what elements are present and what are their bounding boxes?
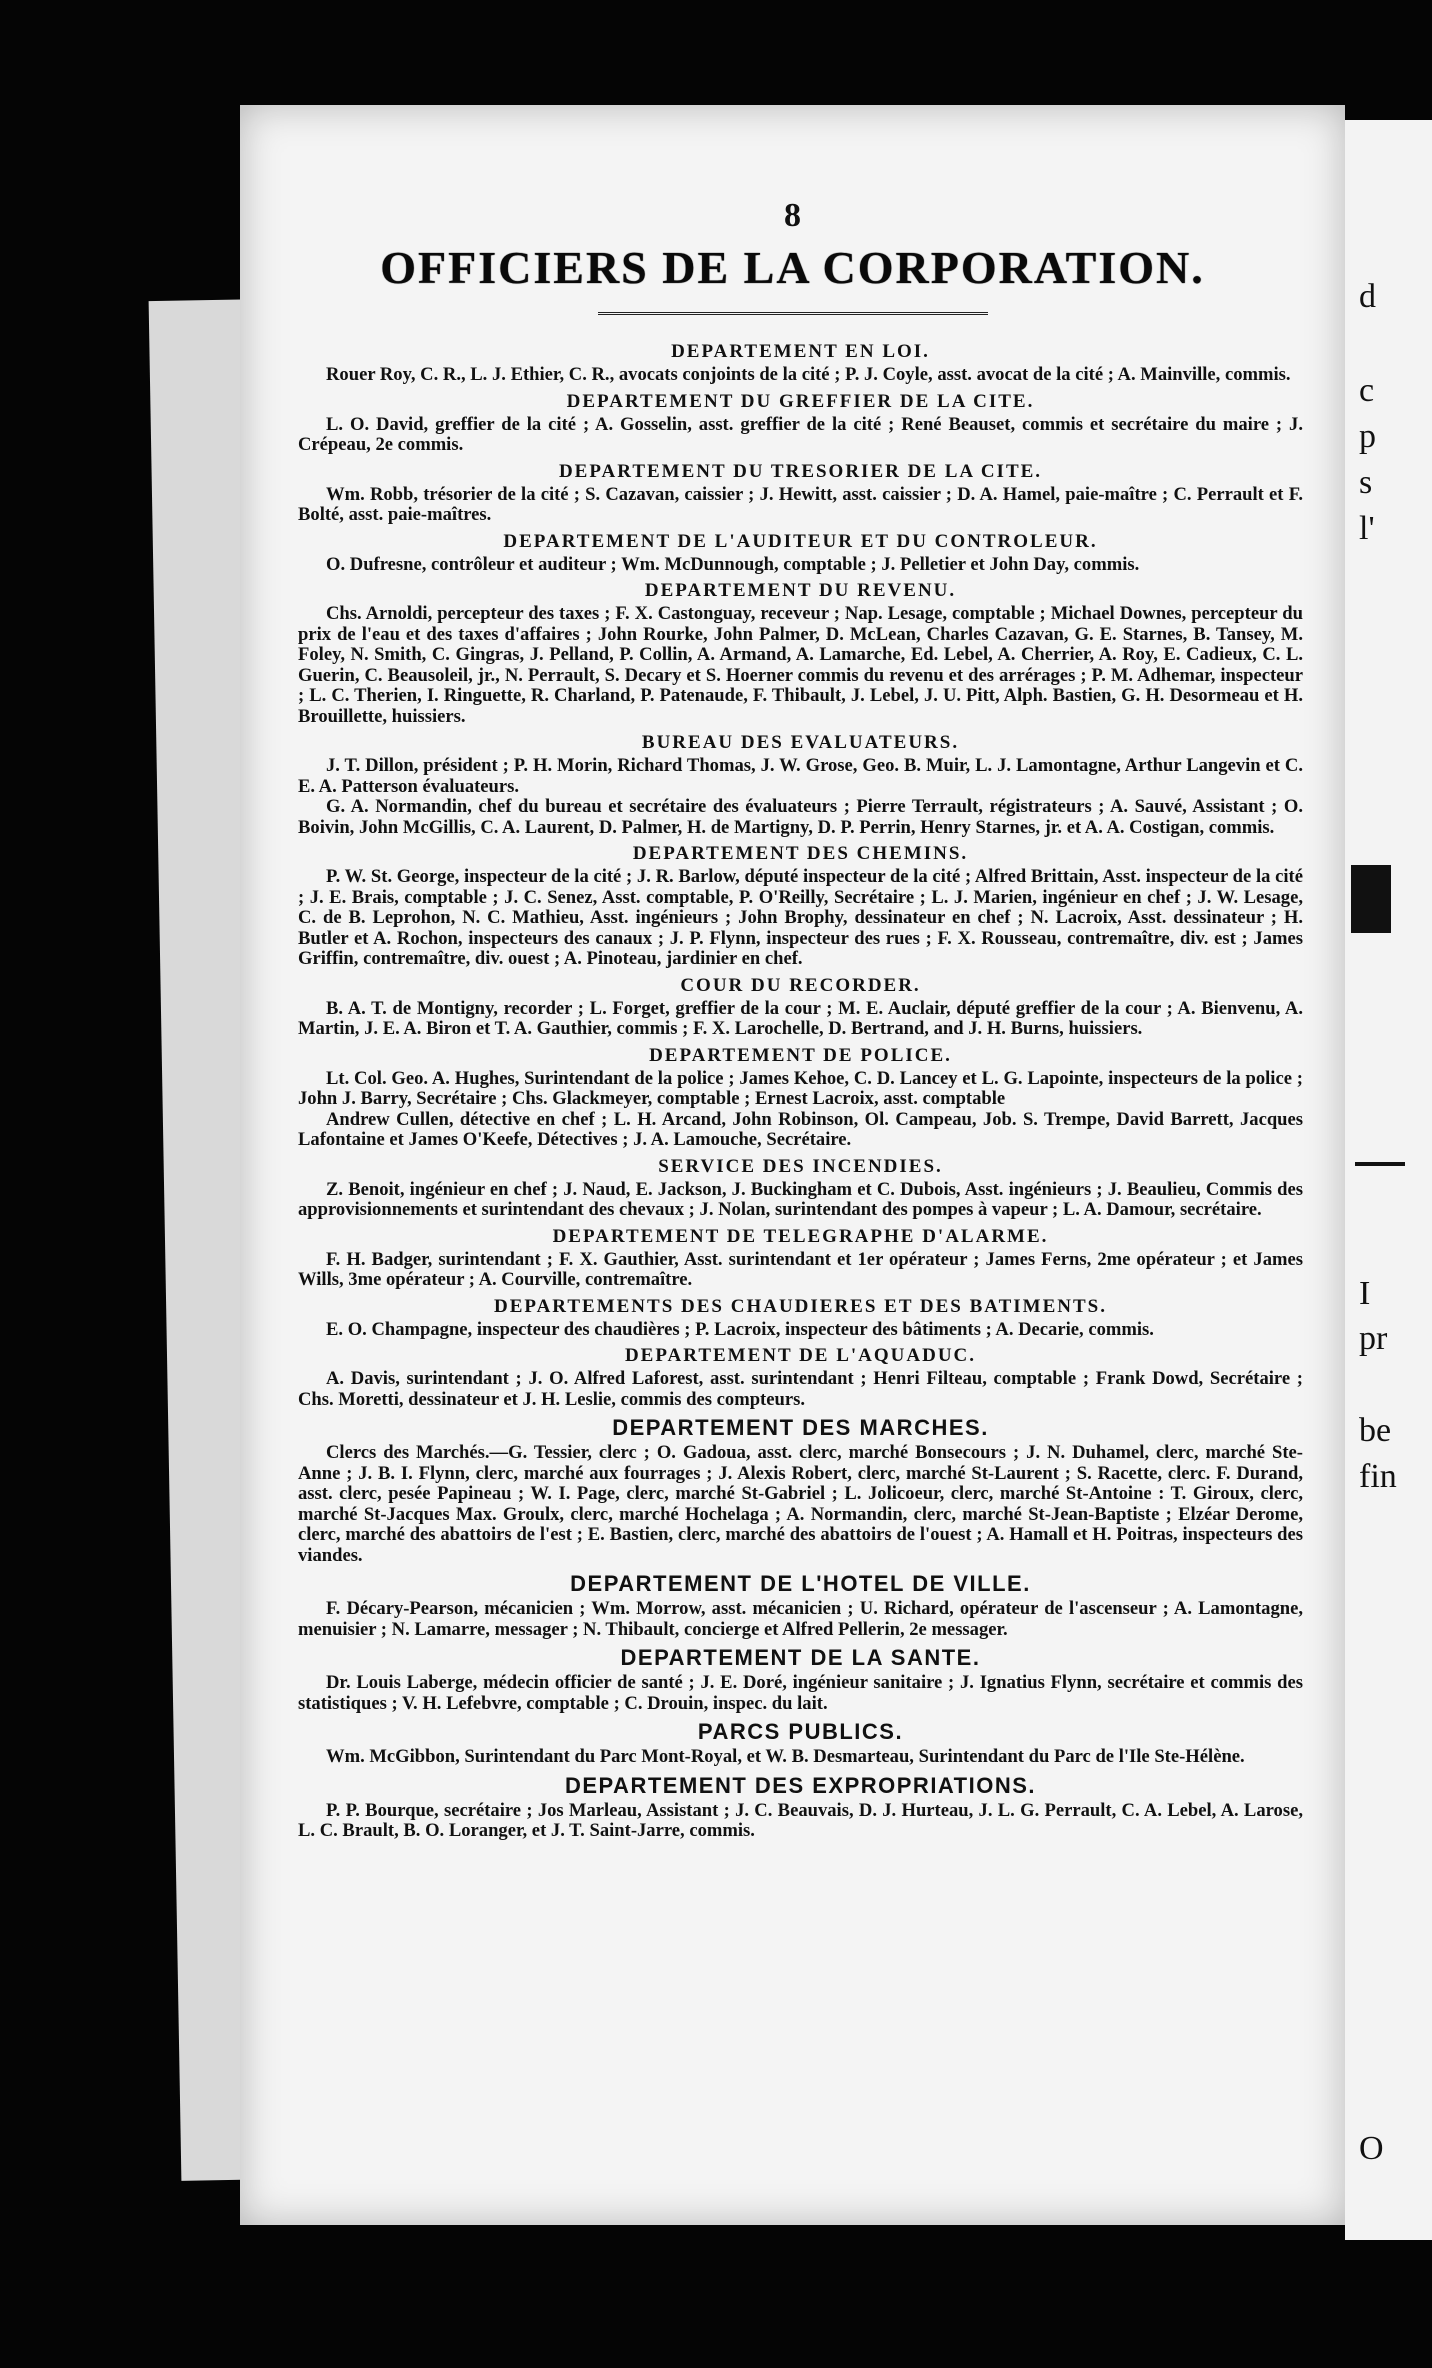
- department-staff-text: B. A. T. de Montigny, recorder ; L. Forget, greffier de la cour ; M. E. Auclair, député greffier de la cour ; A. Bienvenu, A. Martin, J. E. A. Biron et T. A. Gauthier, commis ; F. X. Larochelle, D. Bertrand, and J. H. Burns, huissiers.: [298, 997, 1303, 1039]
- adjacent-page-fragment: I: [1359, 1275, 1371, 1312]
- adjacent-page-fragment: d: [1359, 278, 1376, 315]
- department-staff-text: J. T. Dillon, président ; P. H. Morin, Richard Thomas, J. W. Grose, Geo. B. Muir, L. J. Lamontagne, Arthur Langevin et C. E. A. Patterson évaluateurs.: [298, 755, 1303, 797]
- department-staff-text: E. O. Champagne, inspecteur des chaudières ; P. Lacroix, inspecteur des bâtiments ; A. Decarie, commis.: [326, 1318, 1154, 1340]
- department-heading: DEPARTEMENT EN LOI.: [671, 341, 930, 362]
- department-section: [298, 580, 1303, 727]
- department-staff-text: Andrew Cullen, détective en chef ; L. H. Arcand, John Robinson, Ol. Campeau, Job. S. Trempe, David Barrett, Jacques Lafontaine et James O'Keefe, Détectives ; J. A. Lamouche, Secrétaire.: [298, 1108, 1303, 1150]
- department-staff-text: Lt. Col. Geo. A. Hughes, Surintendant de la police ; James Kehoe, C. D. Lancey et L. G. Lapointe, inspecteurs de la police ; John J. Barry, Secrétaire ; Chs. Glackmeyer, comptable ; Ernest Lacroix, asst. comptable: [298, 1067, 1303, 1109]
- department-section: [298, 1296, 1303, 1341]
- department-staff-text: O. Dufresne, contrôleur et auditeur ; Wm. McDunnough, comptable ; J. Pelletier et John Day, commis.: [326, 553, 1140, 575]
- department-staff-text: Chs. Arnoldi, percepteur des taxes ; F. X. Castonguay, receveur ; Nap. Lesage, comptable ; Michael Downes, percepteur du prix de l'eau et des taxes d'affaires ; John Rourke, John Palmer, D. McLean, Charles Cazavan, G. E. Starnes, B. Tansey, M. Foley, N. Smith, C. Gingras, J. Pelland, P. Collin, A. Armand, A. Lamarche, Ed. Lebel, A. Cherrier, A. Roy, E. Cadieux, C. L. Guerin, C. Beausoleil, jr., N. Perrault, S. Decary et S. Hoerner commis du revenu et des arrérages ; P. M. Adhemar, inspecteur ; L. C. Therien, I. Ringuette, R. Charland, P. Patenaude, F. Thibault, J. Lebel, J. U. Pitt, Alph. Bastien, G. H. Desormeau et H. Brouillette, huissiers.: [298, 603, 1303, 727]
- department-section: [298, 1045, 1303, 1151]
- department-section: [298, 1645, 1303, 1714]
- department-section: [298, 1773, 1303, 1842]
- department-heading: DEPARTEMENT DU REVENU.: [644, 580, 957, 601]
- department-heading: DEPARTEMENT DE POLICE.: [649, 1044, 952, 1066]
- department-heading: DEPARTEMENT DE LA SANTE.: [620, 1645, 981, 1670]
- department-heading: COUR DU RECORDER.: [680, 974, 921, 996]
- department-staff-text: Dr. Louis Laberge, médecin officier de santé ; J. E. Doré, ingénieur sanitaire ; J. Ignatius Flynn, secrétaire et commis des statistiques ; V. H. Lefebvre, comptable ; C. Drouin, inspec. du lait.: [298, 1672, 1303, 1714]
- department-heading: DEPARTEMENT DE L'AQUADUC.: [624, 1345, 977, 1366]
- department-staff-text: Wm. McGibbon, Surintendant du Parc Mont-Royal, et W. B. Desmarteau, Surintendant du Parc de l'Ile Ste-Hélène.: [326, 1746, 1245, 1767]
- department-section: [298, 1226, 1303, 1291]
- department-heading: DEPARTEMENT DES EXPROPRIATIONS.: [564, 1772, 1037, 1798]
- title-rule: [598, 312, 988, 319]
- page-title: OFFICIERS DE LA CORPORATION.: [380, 242, 1205, 293]
- adjacent-page-fragment: fin: [1359, 1458, 1397, 1495]
- department-heading: DEPARTEMENT DU TRESORIER DE LA CITE.: [558, 460, 1043, 482]
- adjacent-page-fragment: be: [1359, 1412, 1392, 1449]
- adjacent-page-fragment: p: [1359, 418, 1376, 455]
- document-page: [240, 105, 1345, 2225]
- department-section: [298, 843, 1303, 970]
- adjacent-page-fragment: O: [1359, 2130, 1384, 2167]
- adjacent-page-fragment: l': [1359, 510, 1375, 547]
- department-staff-text: Wm. Robb, trésorier de la cité ; S. Cazavan, caissier ; J. Hewitt, asst. caissier ; D. A. Hamel, paie-maître ; C. Perrault et F. Bolté, asst. paie-maîtres.: [298, 483, 1303, 525]
- adjacent-page: [1345, 120, 1432, 2240]
- department-section: [298, 732, 1303, 838]
- department-staff-text: Z. Benoit, ingénieur en chef ; J. Naud, E. Jackson, J. Buckingham et C. Dubois, Asst. ingénieurs ; J. Beaulieu, Commis des approvisionnements et surintendant des chevaux ; J. Nolan, surintendant des pompes à vapeur ; L. A. Damour, secrétaire.: [298, 1178, 1303, 1220]
- department-section: [298, 341, 1303, 386]
- department-heading: DEPARTEMENT DE L'HOTEL DE VILLE.: [570, 1571, 1031, 1596]
- adjacent-page-fragment: c: [1359, 372, 1375, 409]
- adjacent-page-fragment: pr: [1359, 1320, 1388, 1357]
- department-section: [298, 1156, 1303, 1221]
- sections-container: [240, 341, 1345, 1842]
- department-heading: DEPARTEMENT DES MARCHES.: [612, 1415, 989, 1440]
- department-section: [298, 975, 1303, 1040]
- department-heading: DEPARTEMENT DU GREFFIER DE LA CITE.: [566, 390, 1035, 412]
- department-heading: DEPARTEMENT DE TELEGRAPHE D'ALARME.: [552, 1225, 1049, 1247]
- department-staff-text: F. Décary-Pearson, mécanicien ; Wm. Morrow, asst. mécanicien ; U. Richard, opérateur de l'ascenseur ; A. Lamontagne, menuisier ; N. Lamarre, messager ; N. Thibault, concierge et Alfred Pellerin, 2e messager.: [298, 1598, 1303, 1640]
- department-section: [298, 1345, 1303, 1410]
- department-heading: PARCS PUBLICS.: [697, 1719, 904, 1744]
- department-heading: SERVICE DES INCENDIES.: [658, 1155, 943, 1177]
- department-staff-text: Rouer Roy, C. R., L. J. Ethier, C. R., avocats conjoints de la cité ; P. J. Coyle, asst. avocat de la cité ; A. Mainville, commis.: [326, 364, 1291, 385]
- adjacent-page-rule: [1355, 1162, 1405, 1166]
- department-staff-text: Clercs des Marchés.—G. Tessier, clerc ; O. Gadoua, asst. clerc, marché Bonsecours ; J. N. Duhamel, clerc, marché Ste-Anne ; J. B. I. Flynn, clerc, marché aux fourrages ; J. Alexis Robert, clerc, marché St-Laurent ; S. Racette, clerc. F. Durand, asst. clerc, pesée Papineau ; W. I. Page, clerc, marché St-Gabriel ; L. Jolicoeur, clerc, marché St-Antoine : T. Giroux, clerc, marché St-Jacques Max. Groulx, clerc, marché Hochelaga ; A. Normandin, clerc, marché St-Jean-Baptiste ; Elzéar Derome, clerc, marché des abattoirs de l'est ; E. Bastien, clerc, marché des abattoirs de l'ouest ; A. Hamall et H. Poitras, inspecteurs des viandes.: [298, 1442, 1303, 1566]
- department-section: [298, 1719, 1303, 1768]
- department-heading: DEPARTEMENT DES CHEMINS.: [632, 843, 969, 864]
- department-staff-text: P. W. St. George, inspecteur de la cité ; J. R. Barlow, député inspecteur de la cité ; Alfred Brittain, Asst. inspecteur de la cité ; J. E. Brais, comptable ; J. C. Senez, Asst. comptable, P. O'Reilly, Secrétaire ; L. J. Marien, ingénieur en chef ; J. W. Lesage, C. de B. Leprohon, N. C. Mathieu, Asst. ingénieurs ; John Brophy, dessinateur en chef ; N. Lacroix, Asst. dessinateur ; H. Butler et A. Rochon, inspecteurs des canaux ; J. P. Flynn, inspecteur des rues ; F. X. Rousseau, contremaître, div. est ; James Griffin, contremaître, div. ouest ; A. Pinoteau, jardinier en chef.: [298, 866, 1303, 969]
- department-staff-text: P. P. Bourque, secrétaire ; Jos Marleau, Assistant ; J. C. Beauvais, D. J. Hurteau, J. L. G. Perrault, C. A. Lebel, A. Larose, L. C. Brault, B. O. Loranger, et J. T. Saint-Jarre, commis.: [298, 1799, 1303, 1841]
- adjacent-page-block: [1351, 865, 1391, 933]
- department-section: [298, 461, 1303, 526]
- department-staff-text: A. Davis, surintendant ; J. O. Alfred Laforest, asst. surintendant ; Henri Filteau, comptable ; Frank Dowd, Secrétaire ; Chs. Moretti, dessinateur et J. H. Leslie, commis des compteurs.: [298, 1368, 1303, 1410]
- department-heading: DEPARTEMENTS DES CHAUDIERES ET DES BATIMENTS.: [493, 1295, 1107, 1317]
- department-section: [298, 391, 1303, 456]
- adjacent-page-fragment: s: [1359, 464, 1373, 501]
- department-heading: DEPARTEMENT DE L'AUDITEUR ET DU CONTROLEUR.: [503, 530, 1098, 552]
- page-number: 8: [784, 197, 801, 234]
- department-section: [298, 1415, 1303, 1566]
- department-staff-text: F. H. Badger, surintendant ; F. X. Gauthier, Asst. surintendant et 1er opérateur ; James Ferns, 2me opérateur ; et James Wills, 3me opérateur ; A. Courville, contremaître.: [298, 1248, 1303, 1290]
- department-staff-text: L. O. David, greffier de la cité ; A. Gosselin, asst. greffier de la cité ; René Beauset, commis et secrétaire du maire ; J. Crépeau, 2e commis.: [298, 413, 1303, 455]
- department-heading: BUREAU DES EVALUATEURS.: [641, 732, 960, 753]
- department-section: [298, 531, 1303, 576]
- department-staff-text: G. A. Normandin, chef du bureau et secrétaire des évaluateurs ; Pierre Terrault, régistrateurs ; A. Sauvé, Assistant ; O. Boivin, John McGillis, C. A. Laurent, D. Palmer, H. de Martigny, D. P. Perrin, Henry Starnes, jr. et A. A. Costigan, commis.: [298, 796, 1303, 838]
- department-section: [298, 1571, 1303, 1640]
